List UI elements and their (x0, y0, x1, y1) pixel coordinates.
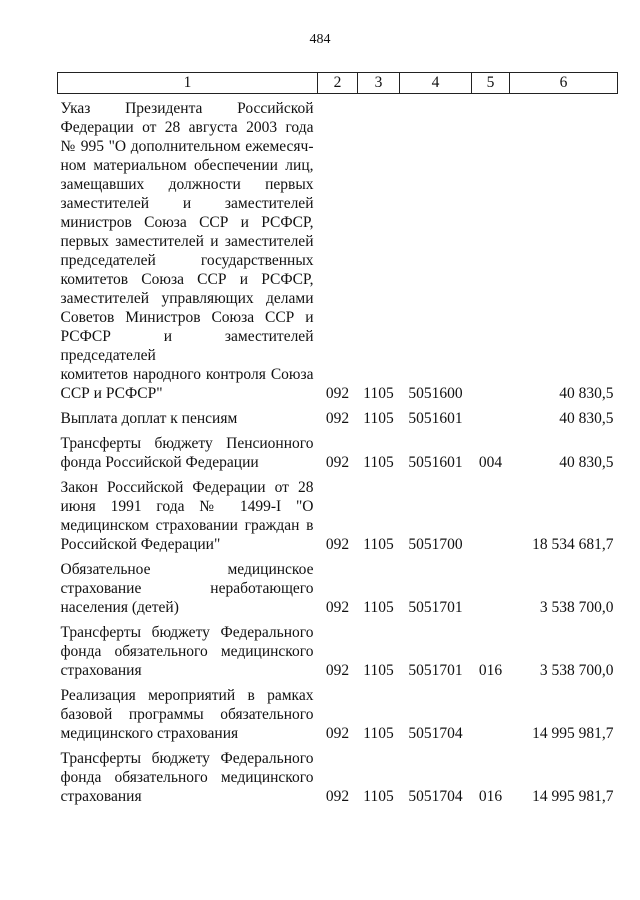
cell-code-4: 5051701 (408, 662, 463, 679)
cell-code-5: 016 (478, 662, 503, 679)
cell-code-5 (472, 472, 510, 554)
description-line: Выплата доплат к пенсиям (60, 410, 238, 427)
cell-amount: 40 830,5 (559, 454, 614, 471)
table-row (58, 403, 618, 428)
budget-table (57, 72, 618, 806)
cell-code-2: 092 (325, 788, 350, 805)
table-row (58, 680, 618, 743)
description-line: ном материальном обеспечении лиц, (60, 157, 314, 174)
description-line: министров Союза ССР и РСФСР, (60, 214, 314, 231)
description-line: страхования (60, 662, 142, 679)
description-line: № 995 "О дополнительном ежемесяч- (60, 138, 314, 155)
description-line: Реализация мероприятий в рамках (60, 687, 314, 704)
cell-code-5: 004 (478, 454, 503, 471)
table-row (58, 472, 618, 554)
description-line: страхования (60, 788, 142, 805)
cell-code-3: 1105 (363, 536, 394, 553)
table-row (58, 617, 618, 680)
cell-code-4: 5051701 (408, 599, 463, 616)
row-description (58, 680, 318, 743)
row-description (58, 94, 318, 404)
cell-code-3: 1105 (363, 454, 394, 471)
description-line: комитетов народного контроля Союза (60, 366, 314, 383)
cell-code-3: 1105 (363, 662, 394, 679)
description-line: комитетов Союза ССР и РСФСР, (60, 271, 314, 288)
description-line: фонда обязательного медицинского (60, 769, 314, 786)
row-description (58, 428, 318, 472)
header-col-3: 3 (358, 73, 400, 94)
description-line: страхование неработающего (60, 580, 314, 597)
description-line: медицинском страховании граждан в (60, 517, 314, 534)
table-body (58, 94, 618, 807)
table-row (58, 554, 618, 617)
cell-code-4: 5051700 (408, 536, 463, 553)
description-line: Российской Федерации" (60, 536, 221, 553)
cell-amount: 40 830,5 (559, 410, 614, 427)
cell-code-2: 092 (325, 725, 350, 742)
description-line: населения (детей) (60, 599, 179, 616)
header-row (58, 73, 618, 94)
row-description (58, 472, 318, 554)
description-line: председателей государственных (60, 252, 314, 269)
description-line: Закон Российской Федерации от 28 (60, 479, 314, 496)
description-line: фонда обязательного медицинского (60, 643, 314, 660)
cell-code-3: 1105 (363, 788, 394, 805)
cell-amount: 3 538 700,0 (539, 599, 614, 616)
description-line: первых заместителей и заместителей (60, 233, 314, 250)
cell-code-3: 1105 (363, 725, 394, 742)
description-line: медицинского страхования (60, 725, 239, 742)
cell-code-3: 1105 (363, 385, 394, 402)
description-line: Указ Президента Российской (60, 100, 314, 117)
description-line: заместителей и заместителей (60, 195, 314, 212)
header-col-1: 1 (58, 73, 318, 94)
cell-code-2: 092 (325, 599, 350, 616)
table-row (58, 428, 618, 472)
description-line: РСФСР и заместителей председателей (60, 328, 314, 364)
table-header (58, 73, 618, 94)
description-line: фонда Российской Федерации (60, 454, 259, 471)
cell-code-5 (472, 403, 510, 428)
row-description (58, 743, 318, 806)
cell-amount: 14 995 981,7 (532, 788, 614, 805)
cell-code-5 (472, 554, 510, 617)
cell-code-4: 5051600 (408, 385, 463, 402)
table-row (58, 94, 618, 404)
cell-code-4: 5051601 (408, 454, 463, 471)
cell-amount: 3 538 700,0 (539, 662, 614, 679)
row-description (58, 554, 318, 617)
cell-code-2: 092 (325, 536, 350, 553)
cell-code-2: 092 (325, 410, 350, 427)
description-line: заместителей управляющих делами (60, 290, 314, 307)
page-number: 484 (309, 32, 331, 47)
description-line: Советов Министров Союза ССР и (60, 309, 314, 326)
header-col-2: 2 (318, 73, 358, 94)
description-line: Трансферты бюджету Пенсионного (60, 435, 314, 452)
cell-code-5 (472, 680, 510, 743)
header-col-6: 6 (510, 73, 618, 94)
cell-code-2: 092 (325, 454, 350, 471)
header-col-4: 4 (400, 73, 472, 94)
description-line: Трансферты бюджету Федерального (60, 624, 314, 641)
header-col-5: 5 (472, 73, 510, 94)
row-description (58, 403, 318, 428)
cell-code-3: 1105 (363, 410, 394, 427)
description-line: базовой программы обязательного (60, 706, 314, 723)
cell-code-4: 5051704 (408, 725, 463, 742)
table-row (58, 743, 618, 806)
cell-code-4: 5051601 (408, 410, 463, 427)
description-line: ССР и РСФСР" (60, 385, 163, 402)
cell-code-2: 092 (325, 662, 350, 679)
description-line: Обязательное медицинское (60, 561, 314, 578)
cell-code-3: 1105 (363, 599, 394, 616)
row-description (58, 617, 318, 680)
description-line: замещавших должности первых (60, 176, 314, 193)
description-line: июня 1991 года № 1499-I "О (60, 498, 314, 515)
cell-amount: 14 995 981,7 (532, 725, 614, 742)
cell-amount: 18 534 681,7 (532, 536, 614, 553)
cell-amount: 40 830,5 (559, 385, 614, 402)
cell-code-2: 092 (325, 385, 350, 402)
description-line: Федерации от 28 августа 2003 года (60, 119, 314, 136)
cell-code-5 (472, 94, 510, 404)
cell-code-4: 5051704 (408, 788, 463, 805)
cell-code-5: 016 (478, 788, 503, 805)
description-line: Трансферты бюджету Федерального (60, 750, 314, 767)
